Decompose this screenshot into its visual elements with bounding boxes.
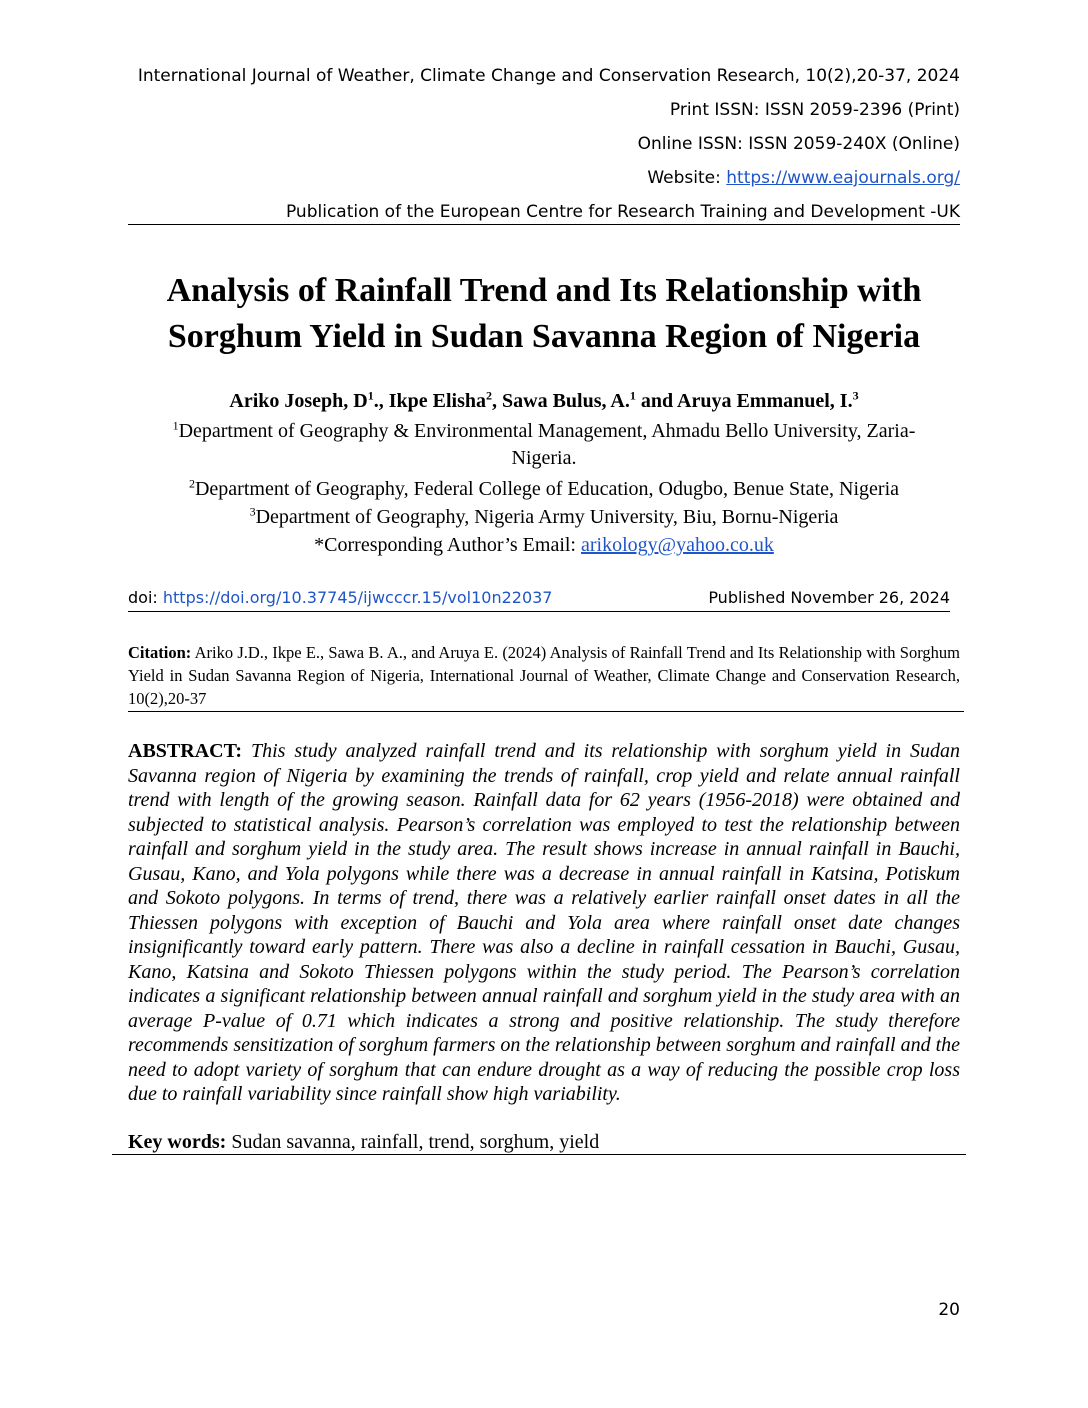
citation-text: Ariko J.D., Ikpe E., Sawa B. A., and Aruya E. (2024) Analysis of Rainfall Trend and Its Relationship with Sorghum Yield in Sudan Savanna Region of Nigeria, International Journal of Weather, Climate Change and Conservation Research, 10(2),20-37 xyxy=(128,643,960,708)
author-2-affil-mark: 2 xyxy=(486,388,493,403)
author-separator: , xyxy=(492,390,503,412)
title-line-2: Sorghum Yield in Sudan Savanna Region of Nigeria xyxy=(167,318,921,355)
journal-header: International Journal of Weather, Climate Change and Conservation Research, 10(2),20-37, 2024 xyxy=(137,66,960,86)
title-line-1: Analysis of Rainfall Trend and Its Relationship with xyxy=(166,272,922,309)
published-date: Published November 26, 2024 xyxy=(708,588,950,607)
print-issn: Print ISSN: ISSN 2059-2396 (Print) xyxy=(669,100,960,120)
author-3: Sawa Bulus, A. xyxy=(502,390,630,412)
author-2: Ikpe Elisha xyxy=(388,390,487,412)
author-3-affil-mark: 1 xyxy=(629,388,636,403)
affil-1-mark: 1 xyxy=(172,418,179,433)
doi-row xyxy=(128,588,950,607)
author-list xyxy=(128,390,960,413)
citation xyxy=(128,641,960,710)
affil-2-mark: 2 xyxy=(188,476,195,491)
keywords-text: Sudan savanna, rainfall, trend, sorghum, yield xyxy=(226,1131,600,1153)
affil-3-text: Department of Geography, Nigeria Army University, Biu, Bornu-Nigeria xyxy=(255,506,839,528)
email-label: *Corresponding Author’s Email: xyxy=(314,534,581,556)
abstract-label: ABSTRACT: xyxy=(128,740,243,762)
paper-title xyxy=(100,268,988,360)
keywords-label: Key words: xyxy=(128,1131,227,1153)
website-line xyxy=(647,168,960,188)
author-4-affil-mark: 3 xyxy=(852,388,859,403)
doi-divider xyxy=(128,611,950,612)
affil-1-text-cont: Nigeria. xyxy=(511,447,577,469)
publisher-line: Publication of the European Centre for Research Training and Development -UK xyxy=(285,202,960,222)
keywords xyxy=(128,1131,960,1154)
author-1: Ariko Joseph, D xyxy=(229,390,368,412)
affiliation-3 xyxy=(128,504,960,531)
page-number: 20 xyxy=(938,1300,960,1320)
email-link[interactable]: arikology@yahoo.co.uk xyxy=(581,534,774,556)
header-divider xyxy=(128,224,960,225)
author-separator: and xyxy=(635,390,678,412)
affil-3-mark: 3 xyxy=(249,504,256,519)
affil-2-text: Department of Geography, Federal College of Education, Odugbo, Benue State, Nigeria xyxy=(194,478,900,500)
corresponding-email-line xyxy=(128,532,960,559)
doi-link[interactable]: https://doi.org/10.37745/ijwcccr.15/vol10n22037 xyxy=(162,588,553,607)
online-issn: Online ISSN: ISSN 2059-240X (Online) xyxy=(637,134,960,154)
author-4: Aruya Emmanuel, I. xyxy=(677,390,853,412)
abstract xyxy=(128,739,960,1107)
keywords-divider xyxy=(112,1154,966,1155)
doi-label: doi: xyxy=(128,588,163,607)
abstract-text: This study analyzed rainfall trend and its relationship with sorghum yield in Sudan Savanna region of Nigeria by examining the trends of rainfall, crop yield and relate annual rainfall trend with length of the growing season. Rainfall data for 62 years (1956-2018) were obtained and subjected to statistical analysis. Pearson’s correlation was employed to test the relationship between rainfall and sorghum yield in the study area. The result shows increase in annual rainfall in Bauchi, Gusau, Kano, and Yola polygons while there was a decrease in annual rainfall in Katsina, Potiskum and Sokoto polygons. In terms of trend, there was a relatively earlier rainfall onset dates in all the Thiessen polygons with exception of Bauchi and Yola area where rainfall onset date changes insignificantly toward early pattern. There was also a decline in rainfall cessation in Bauchi, Gusau, Kano, Katsina and Sokoto Thiessen polygons within the study period. The Pearson’s correlation indicates a significant relationship between annual rainfall and sorghum yield in the study area with an average P-value of 0.71 which indicates a strong and positive relationship. The study therefore recommends sensitization of sorghum farmers on the relationship between sorghum and rainfall and the need to adopt variety of sorghum that can endure drought as a way of reducing the possible crop loss due to rainfall variability since rainfall show high variability. xyxy=(128,740,961,1105)
website-link[interactable]: https://www.eajournals.org/ xyxy=(726,168,960,188)
author-separator: ., xyxy=(373,390,389,412)
affiliation-1 xyxy=(128,418,960,472)
affiliation-2 xyxy=(128,476,960,503)
affil-1-text: Department of Geography & Environmental Management, Ahmadu Bello University, Zaria- xyxy=(178,420,916,442)
citation-divider xyxy=(128,711,964,712)
website-label: Website: xyxy=(647,168,727,188)
author-1-affil-mark: 1 xyxy=(367,388,374,403)
citation-label: Citation: xyxy=(128,643,192,662)
